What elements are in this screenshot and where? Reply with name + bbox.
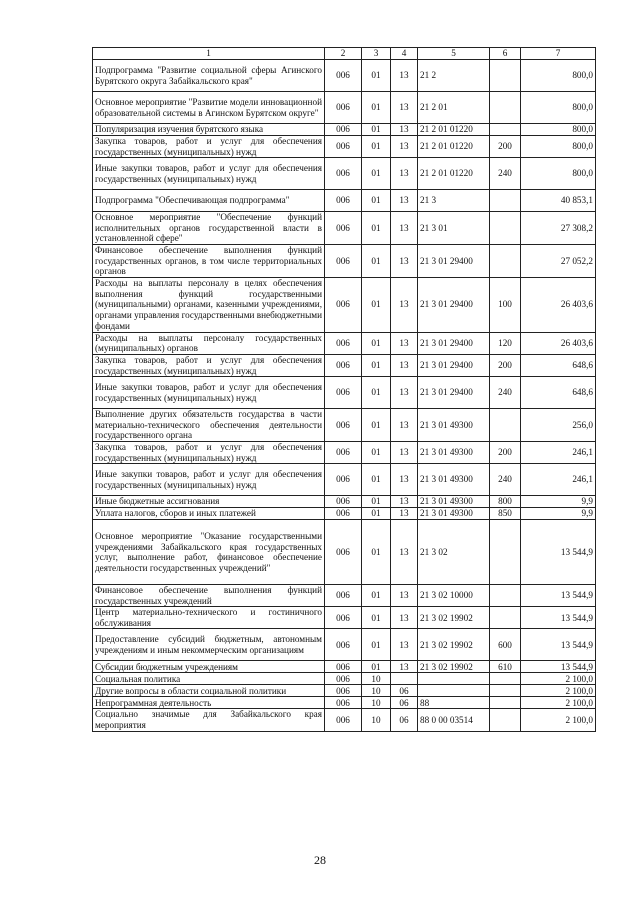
subsection-cell: 13 bbox=[391, 464, 418, 496]
table-row bbox=[93, 158, 596, 190]
ministry-code-cell: 006 bbox=[325, 124, 362, 136]
section-cell: 01 bbox=[362, 508, 391, 520]
amount-cell: 13 544,9 bbox=[521, 520, 596, 585]
row-name-cell: Другие вопросы в области социальной политики bbox=[93, 685, 325, 697]
target-article-cell: 21 3 01 29400 bbox=[418, 244, 490, 277]
target-article-cell: 21 3 01 49300 bbox=[418, 496, 490, 508]
subsection-cell: 13 bbox=[391, 661, 418, 673]
row-name-cell: Уплата налогов, сборов и иных платежей bbox=[93, 508, 325, 520]
expense-type-cell: 200 bbox=[490, 441, 521, 463]
section-cell: 01 bbox=[362, 496, 391, 508]
target-article-cell: 88 0 00 03514 bbox=[418, 709, 490, 731]
amount-cell: 13 544,9 bbox=[521, 607, 596, 629]
ministry-code-cell: 006 bbox=[325, 464, 362, 496]
expense-type-cell: 200 bbox=[490, 354, 521, 376]
expense-type-cell bbox=[490, 244, 521, 277]
table-row bbox=[93, 60, 596, 92]
ministry-code-cell: 006 bbox=[325, 136, 362, 158]
section-cell: 01 bbox=[362, 136, 391, 158]
section-cell: 10 bbox=[362, 709, 391, 731]
row-name-cell: Основное мероприятие "Оказание государственными учреждениями Забайкальского края государственных услуг, выполнение работ, финансовое обеспечение деятельности государственных учреждений" bbox=[93, 520, 325, 585]
subsection-cell: 06 bbox=[391, 697, 418, 709]
expense-type-cell bbox=[490, 190, 521, 212]
amount-cell: 800,0 bbox=[521, 158, 596, 190]
column-header: 1 bbox=[93, 48, 325, 60]
section-cell: 01 bbox=[362, 277, 391, 332]
target-article-cell bbox=[418, 685, 490, 697]
amount-cell: 13 544,9 bbox=[521, 629, 596, 661]
row-name-cell: Выполнение других обязательств государства в части материально-технического обеспечения деятельности государственного органа bbox=[93, 409, 325, 442]
ministry-code-cell: 006 bbox=[325, 409, 362, 442]
page-number: 28 bbox=[314, 853, 326, 867]
expense-type-cell bbox=[490, 673, 521, 685]
ministry-code-cell: 006 bbox=[325, 92, 362, 124]
target-article-cell: 21 3 02 10000 bbox=[418, 585, 490, 607]
section-cell: 10 bbox=[362, 673, 391, 685]
amount-cell: 26 403,6 bbox=[521, 332, 596, 354]
section-cell: 01 bbox=[362, 60, 391, 92]
target-article-cell: 21 3 01 29400 bbox=[418, 332, 490, 354]
expense-type-cell bbox=[490, 709, 521, 731]
row-name-cell: Иные закупки товаров, работ и услуг для обеспечения государственных (муниципальных) нужд bbox=[93, 377, 325, 409]
section-cell: 01 bbox=[362, 629, 391, 661]
ministry-code-cell: 006 bbox=[325, 212, 362, 245]
row-name-cell: Иные закупки товаров, работ и услуг для обеспечения государственных (муниципальных) нужд bbox=[93, 464, 325, 496]
target-article-cell: 21 2 01 01220 bbox=[418, 136, 490, 158]
subsection-cell: 13 bbox=[391, 332, 418, 354]
ministry-code-cell: 006 bbox=[325, 520, 362, 585]
amount-cell: 2 100,0 bbox=[521, 697, 596, 709]
subsection-cell: 13 bbox=[391, 212, 418, 245]
row-name-cell: Закупка товаров, работ и услуг для обеспечения государственных (муниципальных) нужд bbox=[93, 354, 325, 376]
table-row bbox=[93, 441, 596, 463]
subsection-cell: 13 bbox=[391, 520, 418, 585]
amount-cell: 246,1 bbox=[521, 441, 596, 463]
ministry-code-cell: 006 bbox=[325, 496, 362, 508]
subsection-cell: 06 bbox=[391, 685, 418, 697]
expense-type-cell bbox=[490, 409, 521, 442]
table-row bbox=[93, 464, 596, 496]
subsection-cell: 13 bbox=[391, 377, 418, 409]
amount-cell: 9,9 bbox=[521, 496, 596, 508]
table-row bbox=[93, 332, 596, 354]
subsection-cell: 13 bbox=[391, 629, 418, 661]
row-name-cell: Иные бюджетные ассигнования bbox=[93, 496, 325, 508]
column-header: 5 bbox=[418, 48, 490, 60]
row-name-cell: Подпрограмма "Обеспечивающая подпрограмма" bbox=[93, 190, 325, 212]
expense-type-cell: 850 bbox=[490, 508, 521, 520]
row-name-cell: Расходы на выплаты персоналу в целях обеспечения выполнения функций государственными (муниципальными) органами, казенными учреждениями, органами управления государственными внебюджетными фондами bbox=[93, 277, 325, 332]
ministry-code-cell: 006 bbox=[325, 332, 362, 354]
expense-type-cell bbox=[490, 92, 521, 124]
expense-type-cell: 100 bbox=[490, 277, 521, 332]
amount-cell: 13 544,9 bbox=[521, 585, 596, 607]
amount-cell: 800,0 bbox=[521, 92, 596, 124]
table-row bbox=[93, 409, 596, 442]
table-row bbox=[93, 244, 596, 277]
ministry-code-cell: 006 bbox=[325, 354, 362, 376]
table-row bbox=[93, 354, 596, 376]
target-article-cell: 21 3 01 29400 bbox=[418, 277, 490, 332]
column-header: 3 bbox=[362, 48, 391, 60]
row-name-cell: Иные закупки товаров, работ и услуг для обеспечения государственных (муниципальных) нужд bbox=[93, 158, 325, 190]
subsection-cell: 13 bbox=[391, 60, 418, 92]
row-name-cell: Основное мероприятие "Обеспечение функций исполнительных органов государственной власти в установленной сфере" bbox=[93, 212, 325, 245]
ministry-code-cell: 006 bbox=[325, 661, 362, 673]
subsection-cell: 13 bbox=[391, 124, 418, 136]
expense-type-cell bbox=[490, 585, 521, 607]
ministry-code-cell: 006 bbox=[325, 585, 362, 607]
expense-type-cell: 240 bbox=[490, 158, 521, 190]
ministry-code-cell: 006 bbox=[325, 158, 362, 190]
row-name-cell: Непрограммная деятельность bbox=[93, 697, 325, 709]
amount-cell: 648,6 bbox=[521, 354, 596, 376]
budget-table bbox=[92, 47, 596, 732]
section-cell: 01 bbox=[362, 520, 391, 585]
subsection-cell: 13 bbox=[391, 92, 418, 124]
section-cell: 01 bbox=[362, 354, 391, 376]
target-article-cell: 21 3 01 49300 bbox=[418, 464, 490, 496]
subsection-cell: 13 bbox=[391, 409, 418, 442]
amount-cell: 800,0 bbox=[521, 124, 596, 136]
target-article-cell: 21 3 01 29400 bbox=[418, 377, 490, 409]
column-header: 4 bbox=[391, 48, 418, 60]
table-row bbox=[93, 673, 596, 685]
section-cell: 01 bbox=[362, 441, 391, 463]
amount-cell: 27 308,2 bbox=[521, 212, 596, 245]
table-body bbox=[93, 60, 596, 732]
amount-cell: 2 100,0 bbox=[521, 673, 596, 685]
target-article-cell: 21 3 02 19902 bbox=[418, 607, 490, 629]
target-article-cell: 21 3 01 49300 bbox=[418, 441, 490, 463]
target-article-cell: 21 2 01 01220 bbox=[418, 124, 490, 136]
target-article-cell: 21 3 bbox=[418, 190, 490, 212]
ministry-code-cell: 006 bbox=[325, 377, 362, 409]
expense-type-cell bbox=[490, 685, 521, 697]
expense-type-cell: 240 bbox=[490, 464, 521, 496]
amount-cell: 800,0 bbox=[521, 60, 596, 92]
section-cell: 01 bbox=[362, 158, 391, 190]
section-cell: 01 bbox=[362, 212, 391, 245]
table-row bbox=[93, 92, 596, 124]
subsection-cell: 13 bbox=[391, 190, 418, 212]
table-row bbox=[93, 629, 596, 661]
table-row bbox=[93, 520, 596, 585]
row-name-cell: Закупка товаров, работ и услуг для обеспечения государственных (муниципальных) нужд bbox=[93, 441, 325, 463]
ministry-code-cell: 006 bbox=[325, 244, 362, 277]
section-cell: 01 bbox=[362, 661, 391, 673]
ministry-code-cell: 006 bbox=[325, 709, 362, 731]
section-cell: 01 bbox=[362, 190, 391, 212]
target-article-cell: 21 3 02 bbox=[418, 520, 490, 585]
ministry-code-cell: 006 bbox=[325, 277, 362, 332]
target-article-cell: 21 2 bbox=[418, 60, 490, 92]
row-name-cell: Закупка товаров, работ и услуг для обеспечения государственных (муниципальных) нужд bbox=[93, 136, 325, 158]
ministry-code-cell: 006 bbox=[325, 607, 362, 629]
target-article-cell: 21 2 01 bbox=[418, 92, 490, 124]
expense-type-cell bbox=[490, 60, 521, 92]
subsection-cell: 06 bbox=[391, 709, 418, 731]
subsection-cell bbox=[391, 673, 418, 685]
column-header: 7 bbox=[521, 48, 596, 60]
section-cell: 01 bbox=[362, 377, 391, 409]
expense-type-cell: 800 bbox=[490, 496, 521, 508]
row-name-cell: Центр материально-технического и гостиничного обслуживания bbox=[93, 607, 325, 629]
section-cell: 01 bbox=[362, 585, 391, 607]
ministry-code-cell: 006 bbox=[325, 697, 362, 709]
section-cell: 10 bbox=[362, 697, 391, 709]
row-name-cell: Финансовое обеспечение выполнения функций государственных учреждений bbox=[93, 585, 325, 607]
target-article-cell bbox=[418, 673, 490, 685]
row-name-cell: Субсидии бюджетным учреждениям bbox=[93, 661, 325, 673]
target-article-cell: 21 2 01 01220 bbox=[418, 158, 490, 190]
expense-type-cell bbox=[490, 697, 521, 709]
amount-cell: 256,0 bbox=[521, 409, 596, 442]
amount-cell: 26 403,6 bbox=[521, 277, 596, 332]
table-row bbox=[93, 190, 596, 212]
table-row bbox=[93, 709, 596, 731]
subsection-cell: 13 bbox=[391, 277, 418, 332]
row-name-cell: Популяризация изучения бурятского языка bbox=[93, 124, 325, 136]
expense-type-cell bbox=[490, 520, 521, 585]
target-article-cell: 21 3 01 bbox=[418, 212, 490, 245]
target-article-cell: 21 3 02 19902 bbox=[418, 661, 490, 673]
expense-type-cell bbox=[490, 124, 521, 136]
subsection-cell: 13 bbox=[391, 244, 418, 277]
amount-cell: 648,6 bbox=[521, 377, 596, 409]
expense-type-cell: 120 bbox=[490, 332, 521, 354]
ministry-code-cell: 006 bbox=[325, 441, 362, 463]
target-article-cell: 21 3 01 49300 bbox=[418, 409, 490, 442]
expense-type-cell bbox=[490, 607, 521, 629]
amount-cell: 13 544,9 bbox=[521, 661, 596, 673]
row-name-cell: Финансовое обеспечение выполнения функций государственных органов, в том числе территориальных органов bbox=[93, 244, 325, 277]
expense-type-cell bbox=[490, 212, 521, 245]
row-name-cell: Основное мероприятие "Развитие модели инновационной образовательной системы в Агинском Бурятском округе" bbox=[93, 92, 325, 124]
table-row bbox=[93, 607, 596, 629]
amount-cell: 9,9 bbox=[521, 508, 596, 520]
amount-cell: 2 100,0 bbox=[521, 685, 596, 697]
expense-type-cell: 610 bbox=[490, 661, 521, 673]
target-article-cell: 88 bbox=[418, 697, 490, 709]
expense-type-cell: 200 bbox=[490, 136, 521, 158]
row-name-cell: Подпрограмма "Развитие социальной сферы Агинского Бурятского округа Забайкальского края" bbox=[93, 60, 325, 92]
section-cell: 01 bbox=[362, 124, 391, 136]
row-name-cell: Социальная политика bbox=[93, 673, 325, 685]
ministry-code-cell: 006 bbox=[325, 508, 362, 520]
target-article-cell: 21 3 01 29400 bbox=[418, 354, 490, 376]
section-cell: 01 bbox=[362, 332, 391, 354]
subsection-cell: 13 bbox=[391, 508, 418, 520]
ministry-code-cell: 006 bbox=[325, 685, 362, 697]
amount-cell: 800,0 bbox=[521, 136, 596, 158]
section-cell: 01 bbox=[362, 92, 391, 124]
table-row bbox=[93, 124, 596, 136]
amount-cell: 2 100,0 bbox=[521, 709, 596, 731]
table-row bbox=[93, 685, 596, 697]
table-row bbox=[93, 212, 596, 245]
table-row bbox=[93, 496, 596, 508]
table-row bbox=[93, 661, 596, 673]
column-header: 6 bbox=[490, 48, 521, 60]
subsection-cell: 13 bbox=[391, 136, 418, 158]
amount-cell: 27 052,2 bbox=[521, 244, 596, 277]
ministry-code-cell: 006 bbox=[325, 629, 362, 661]
section-cell: 01 bbox=[362, 464, 391, 496]
ministry-code-cell: 006 bbox=[325, 673, 362, 685]
row-name-cell: Социально значимые для Забайкальского края мероприятия bbox=[93, 709, 325, 731]
amount-cell: 246,1 bbox=[521, 464, 596, 496]
section-cell: 10 bbox=[362, 685, 391, 697]
subsection-cell: 13 bbox=[391, 158, 418, 190]
target-article-cell: 21 3 01 49300 bbox=[418, 508, 490, 520]
ministry-code-cell: 006 bbox=[325, 60, 362, 92]
table-row bbox=[93, 585, 596, 607]
target-article-cell: 21 3 02 19902 bbox=[418, 629, 490, 661]
table-row bbox=[93, 377, 596, 409]
table-row bbox=[93, 508, 596, 520]
expense-type-cell: 240 bbox=[490, 377, 521, 409]
row-name-cell: Расходы на выплаты персоналу государственных (муниципальных) органов bbox=[93, 332, 325, 354]
amount-cell: 40 853,1 bbox=[521, 190, 596, 212]
subsection-cell: 13 bbox=[391, 496, 418, 508]
expense-type-cell: 600 bbox=[490, 629, 521, 661]
table-row bbox=[93, 277, 596, 332]
section-cell: 01 bbox=[362, 607, 391, 629]
header-row bbox=[93, 48, 596, 60]
subsection-cell: 13 bbox=[391, 585, 418, 607]
section-cell: 01 bbox=[362, 244, 391, 277]
subsection-cell: 13 bbox=[391, 441, 418, 463]
table-row bbox=[93, 697, 596, 709]
column-header: 2 bbox=[325, 48, 362, 60]
subsection-cell: 13 bbox=[391, 607, 418, 629]
ministry-code-cell: 006 bbox=[325, 190, 362, 212]
row-name-cell: Предоставление субсидий бюджетным, автономным учреждениям и иным некоммерческим организациям bbox=[93, 629, 325, 661]
table-row bbox=[93, 136, 596, 158]
section-cell: 01 bbox=[362, 409, 391, 442]
subsection-cell: 13 bbox=[391, 354, 418, 376]
